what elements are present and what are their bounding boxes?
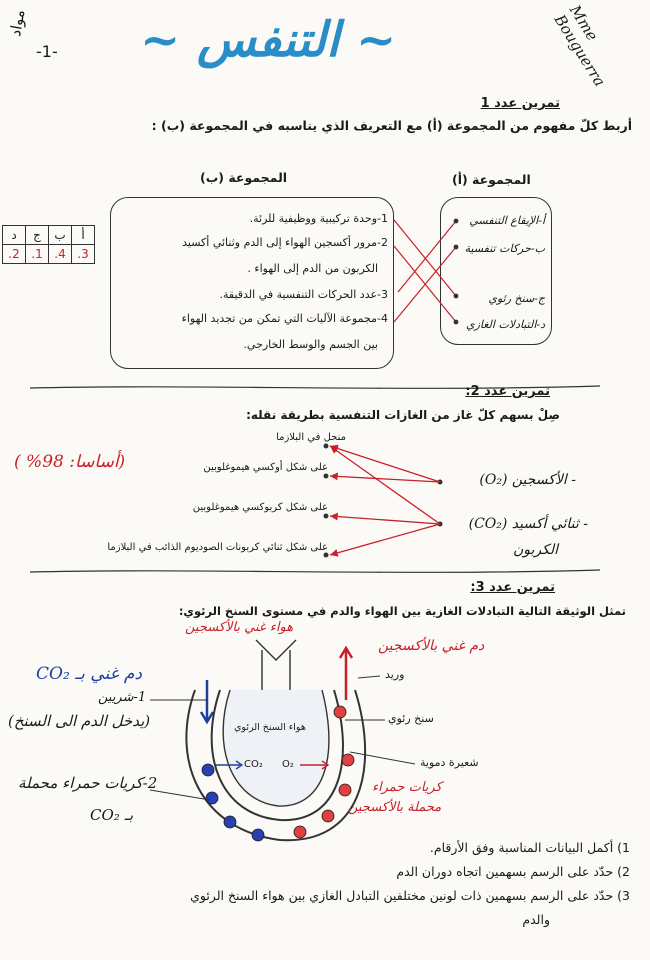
label-capillary: شعيرة دموية bbox=[420, 756, 479, 769]
group-a-label: المجموعة (أ) bbox=[452, 172, 531, 187]
gas-co2-line2: الكربون bbox=[512, 542, 558, 558]
ex2-instruction: صِلْ بسهم كلّ غاز من الغازات التنفسية بطريقة نقله: bbox=[246, 408, 560, 422]
group-b-item-4b: بين الجسم والوسط الخارجي. bbox=[243, 338, 378, 351]
label-artery: 1-شريين bbox=[98, 690, 147, 705]
ex1-instruction: أربط كلّ مفهوم من المجموعة (أ) مع التعريف الذي يناسبه في المجموعة (ب) : bbox=[151, 118, 632, 133]
label-rbc-o2: كريات حمراء bbox=[372, 780, 442, 795]
question-3: 3) حدّد على الرسم بسهمين ذات لونين مختلفين التبادل الغازي بين هواء السنخ الرئوي bbox=[190, 888, 630, 903]
group-a-item-d: د-التبادلات الغازي bbox=[465, 318, 545, 331]
label-o2: O₂ bbox=[282, 759, 294, 770]
ex1-title: تمرين عدد 1 bbox=[480, 96, 560, 111]
label-blood-rich-co2: دم غني بـ CO₂ bbox=[36, 664, 142, 684]
answer-d: 2. bbox=[3, 245, 26, 264]
ex3-title: تمرين عدد 3: bbox=[470, 580, 555, 595]
group-b-item-1: 1-وحدة تركيبية ووظيفية للرئة. bbox=[249, 212, 388, 225]
label-rbc-co2: 2-كريات حمراء محملة bbox=[18, 774, 158, 792]
label-artery-note: (يدخل الدم الى السنخ) bbox=[8, 712, 151, 730]
answer-header-b: ب bbox=[49, 226, 72, 245]
answer-b: 4. bbox=[49, 245, 72, 264]
label-rbc-o2-b: محملة بالأكسجين bbox=[348, 800, 442, 815]
gas-co2: - ثنائي أكسيد (CO₂) bbox=[468, 516, 588, 532]
label-co2: CO₂ bbox=[244, 759, 263, 770]
answer-header-d: د bbox=[3, 226, 26, 245]
answer-a: 3. bbox=[72, 245, 95, 264]
label-blood-rich-o2: دم غني بالأكسجين bbox=[378, 638, 485, 654]
gas-o2: - الأكسجين (O₂) bbox=[479, 472, 576, 488]
answer-header-c: ج bbox=[26, 226, 49, 245]
left-note: مواد bbox=[6, 8, 29, 38]
question-1: 1) أكمل البيانات المناسبة وفق الأرقام. bbox=[429, 840, 630, 855]
label-rbc-co2-b: بـ CO₂ bbox=[90, 806, 134, 824]
group-a-item-b: ب-حركات تنفسية bbox=[464, 242, 545, 255]
label-vein: وريد bbox=[385, 668, 405, 681]
group-b-item-2b: الكربون من الدم إلى الهواء . bbox=[247, 262, 378, 275]
answer-c: 1. bbox=[26, 245, 49, 264]
question-2: 2) حدّد على الرسم بسهمين اتجاه دوران الدم bbox=[396, 864, 630, 879]
group-b-item-3: 3-عدد الحركات التنفسية في الدقيقة. bbox=[219, 288, 388, 301]
label-alveolus: سنخ رئوي bbox=[388, 712, 434, 725]
transport-oxyhemoglobin: على شكل أوكسي هيموغلوبين bbox=[203, 462, 328, 473]
group-b-label: المجموعة (ب) bbox=[200, 170, 288, 185]
page-number: -1- bbox=[36, 42, 58, 61]
red-note-98: (أساسا: 98% ) bbox=[14, 452, 126, 472]
author-name: Mme Bouguerra bbox=[550, 1, 609, 90]
question-3-cont: والدم bbox=[522, 912, 550, 927]
group-a-item-c: ج-سنخ رئوي bbox=[488, 292, 545, 305]
transport-dissolved: منحل في البلازما bbox=[276, 432, 346, 443]
answer-header-a: أ bbox=[72, 226, 95, 245]
ex2-title: تمرين عدد 2: bbox=[465, 384, 550, 399]
label-alveolar-air: هواء السنخ الرئوي bbox=[234, 722, 306, 733]
transport-bicarbonate: على شكل ثنائي كربونات الصوديوم الذائب في البلازما bbox=[107, 542, 328, 553]
transport-carboxyhemoglobin: على شكل كربوكسي هيموغلوبين bbox=[192, 502, 328, 513]
group-b-item-2: 2-مرور أكسجين الهواء إلى الدم وثنائي أكسيد bbox=[182, 236, 388, 249]
group-a-item-a: أ-الإيقاع التنفسي bbox=[469, 214, 545, 227]
ex3-instruction: تمثل الوثيقة التالية التبادلات الغازية بين الهواء والدم في مستوى السنخ الرئوي: bbox=[178, 604, 626, 618]
page-title: ~ التنفس ~ bbox=[140, 12, 397, 68]
group-b-item-4: 4-مجموعة الآليات التي تمكن من تجديد الهواء bbox=[181, 312, 388, 325]
label-air-rich-o2: هواء غني بالأكسجين bbox=[185, 620, 294, 635]
